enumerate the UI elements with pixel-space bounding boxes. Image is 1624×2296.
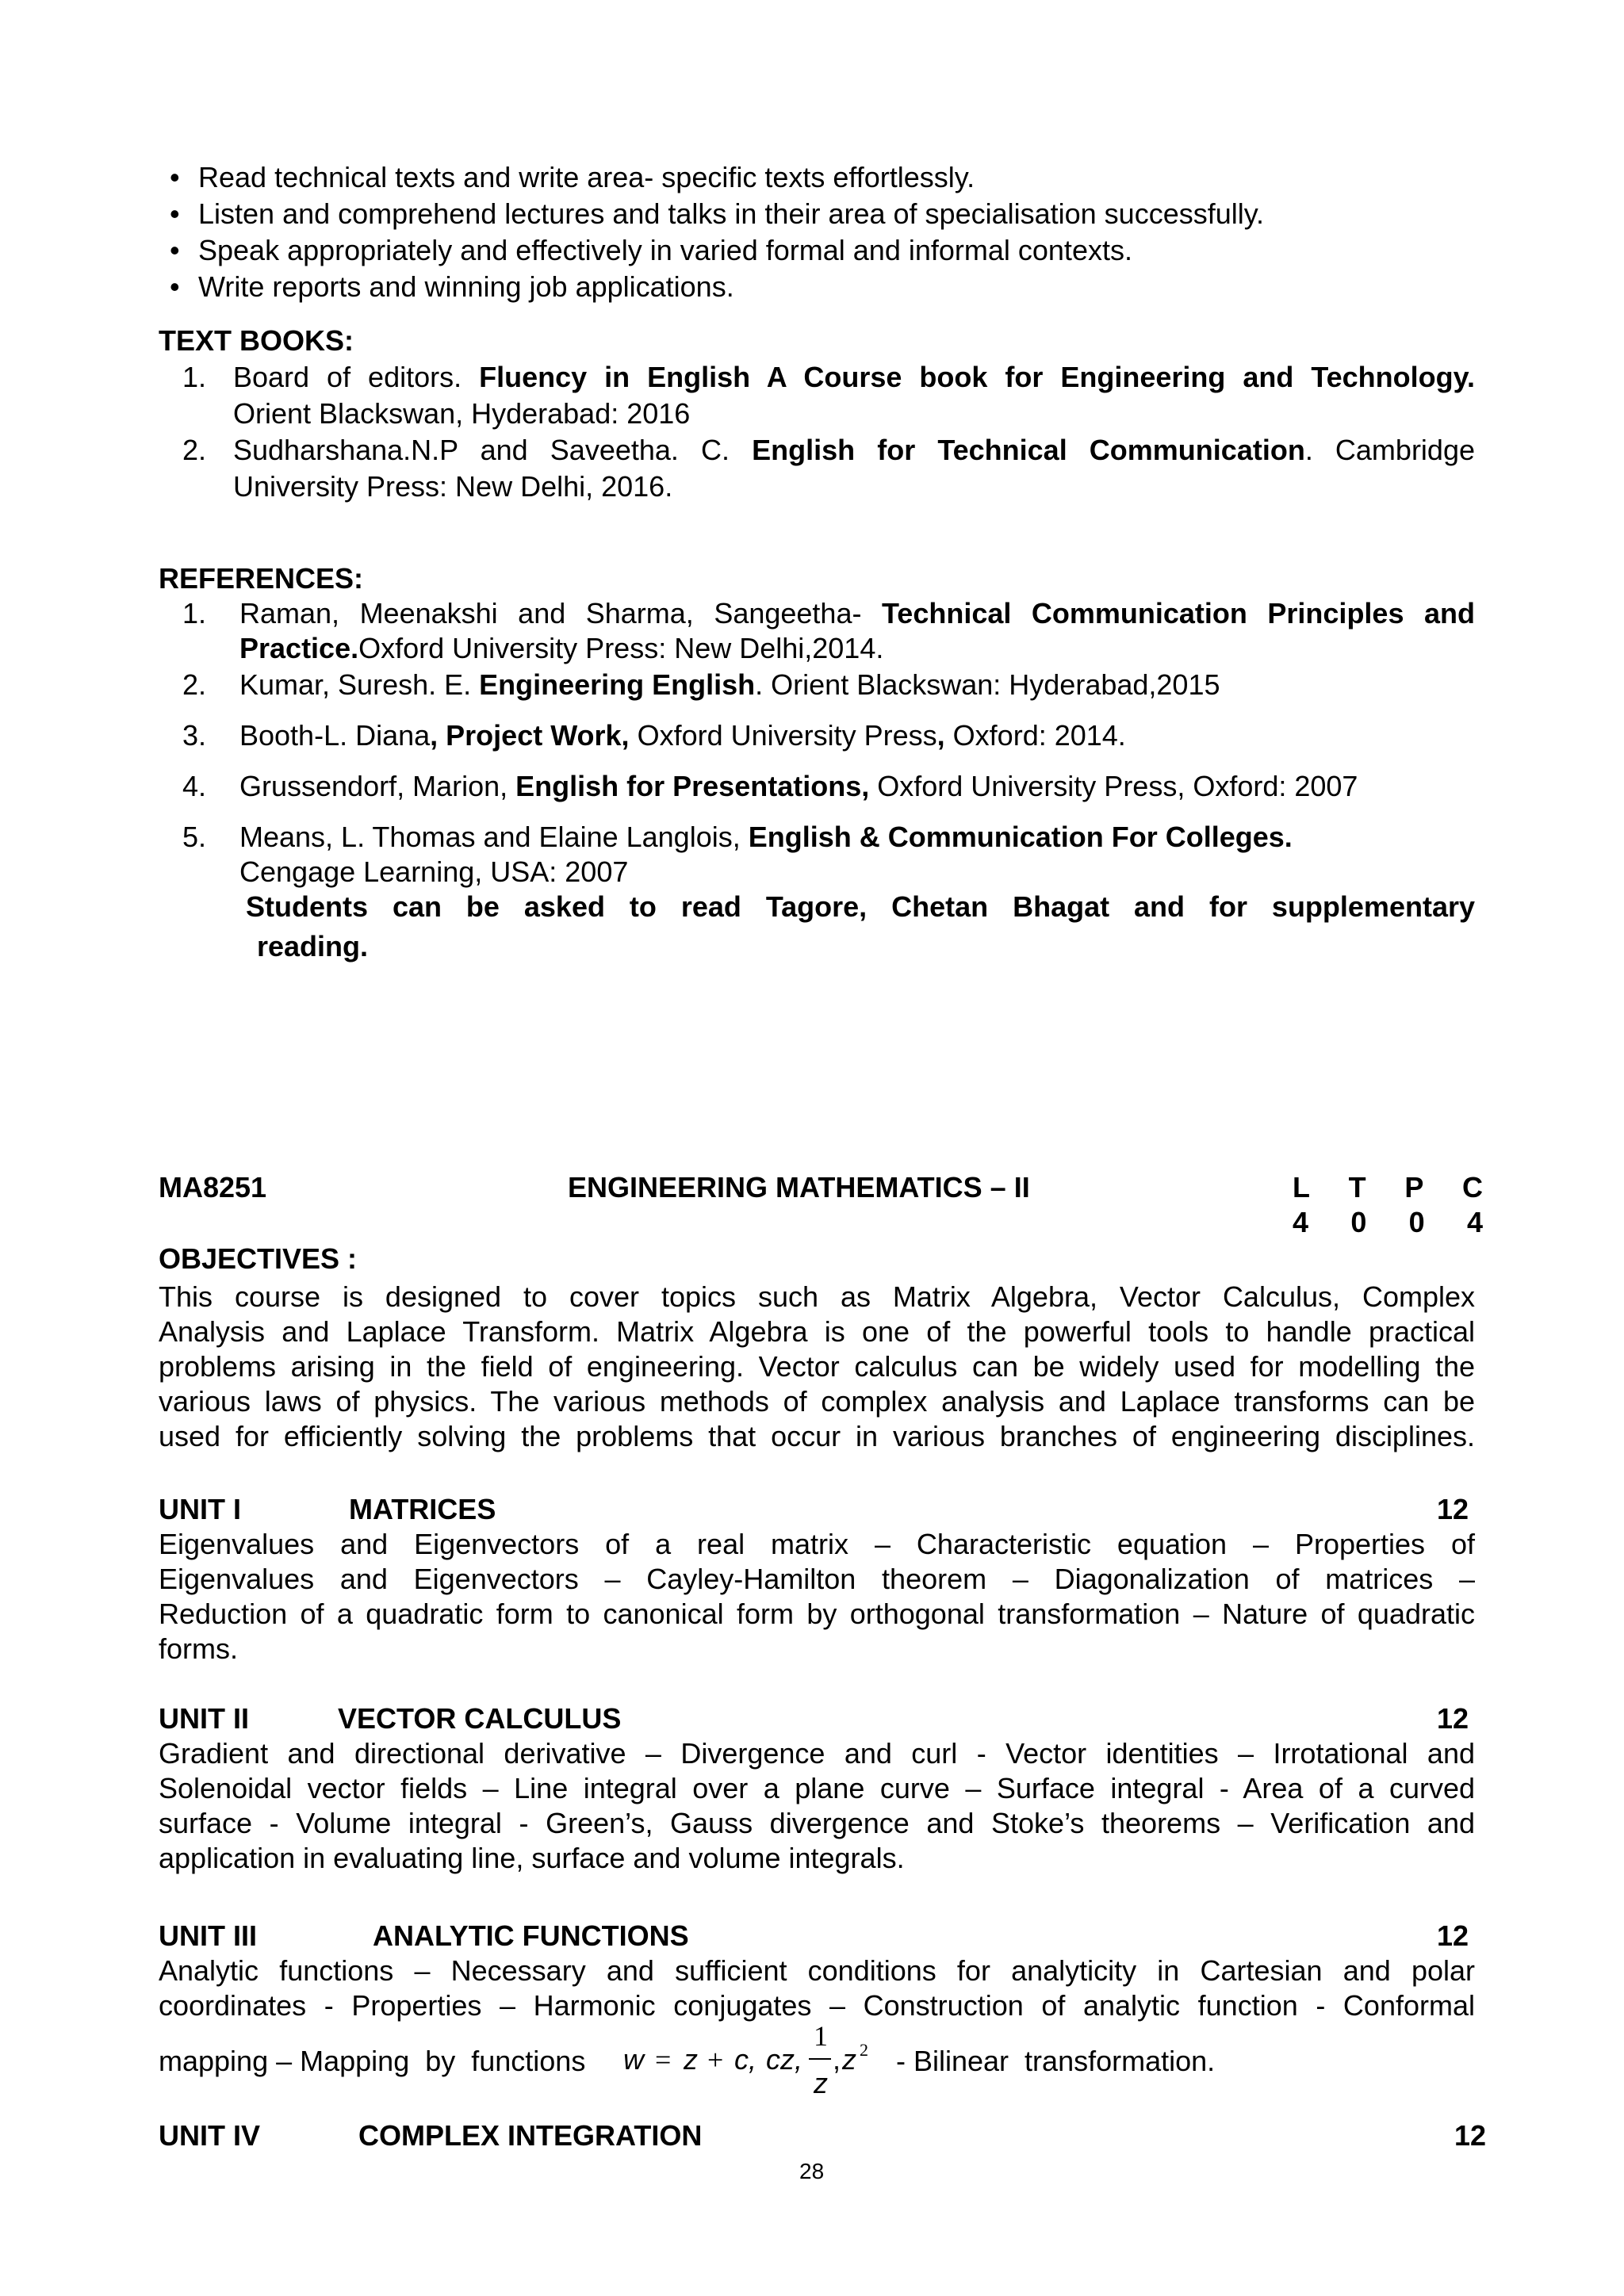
objectives-heading: OBJECTIVES : (159, 1242, 358, 1275)
list-item: • Write reports and winning job applications. (170, 270, 734, 303)
bullet-icon: • (170, 161, 180, 193)
ltpc-values: 4 0 0 4 (1293, 1206, 1483, 1238)
unit-label: UNIT II (159, 1702, 249, 1735)
unit-1-content: Eigenvalues and Eigenvectors of a real matrix – Characteristic equation – Properties of Eigenvalues and Eigenvectors – Cayley-Hamilton theorem – Diagonalization of matrices – Reduction of a quadratic form to canonical form by orthogonal transformation – Nature of quadratic forms. (159, 1528, 1475, 1665)
bullet-icon: • (170, 197, 180, 230)
unit-title: VECTOR CALCULUS (338, 1702, 622, 1735)
unit-label: UNIT IV (159, 2119, 261, 2152)
mapping-text-end: - Bilinear transformation. (896, 2045, 1216, 2077)
bullet-icon: • (170, 234, 180, 266)
ltpc-headers: L T P C (1293, 1171, 1483, 1203)
unit-title: ANALYTIC FUNCTIONS (373, 1919, 689, 1952)
list-item: • Read technical texts and write area- specific texts effortlessly. (170, 161, 975, 193)
unit-label: UNIT I (159, 1493, 241, 1525)
unit-2-content: Gradient and directional derivative – Divergence and curl - Vector identities – Irrotational and Solenoidal vector fields – Line integral over a plane curve – Surface integral - Area of a curved surface - Volume integral - Green’s, Gauss divergence and Stoke’s theorems – Verification and application in evaluating line, surface and volume integrals. (159, 1737, 1475, 1874)
supplementary-note-cont: reading. (257, 930, 369, 962)
course-code: MA8251 (159, 1171, 267, 1203)
unit-hours: 12 (1454, 2119, 1487, 2152)
textbooks-heading: TEXT BOOKS: (159, 324, 354, 357)
page-number: 28 (799, 2159, 825, 2183)
unit-title: MATRICES (349, 1493, 496, 1525)
objectives-text: This course is designed to cover topics such as Matrix Algebra, Vector Calculus, Complex Analysis and Laplace Transform. Matrix Algebra is one of the powerful tools to handle practical problems arising in the field of engineering. Vector calculus can be widely used for modelling the various laws of physics. The various methods of complex analysis and Laplace transforms can be used for efficiently solving the problems that occur in various branches of engineering disciplines. (159, 1280, 1475, 1452)
supplementary-note: Students can be asked to read Tagore, Chetan Bhagat and for supplementary (246, 890, 1475, 923)
unit-hours: 12 (1437, 1702, 1469, 1735)
list-item: • Speak appropriately and effectively in varied formal and informal contexts. (170, 234, 1132, 266)
references-heading: REFERENCES: (159, 562, 364, 595)
mapping-formula: w = z + c, cz, 1 z , z 2 (623, 2020, 868, 2099)
unit-label: UNIT III (159, 1919, 257, 1952)
unit-3-content: Analytic functions – Necessary and sufficient conditions for analyticity in Cartesian and polar coordinates - Properties – Harmonic conjugates – Construction of analytic function - Conformal (159, 1954, 1475, 2022)
fraction-bar (809, 2058, 831, 2060)
bullet-icon: • (170, 270, 180, 303)
outcomes-list (167, 160, 1515, 306)
course-title: ENGINEERING MATHEMATICS – II (568, 1171, 1030, 1203)
unit-title: COMPLEX INTEGRATION (358, 2119, 703, 2152)
mapping-text: mapping – Mapping by functions (159, 2045, 586, 2077)
list-item: • Listen and comprehend lectures and talks in their area of specialisation successfully. (170, 197, 1265, 230)
unit-hours: 12 (1437, 1919, 1469, 1952)
unit-hours: 12 (1437, 1493, 1469, 1525)
